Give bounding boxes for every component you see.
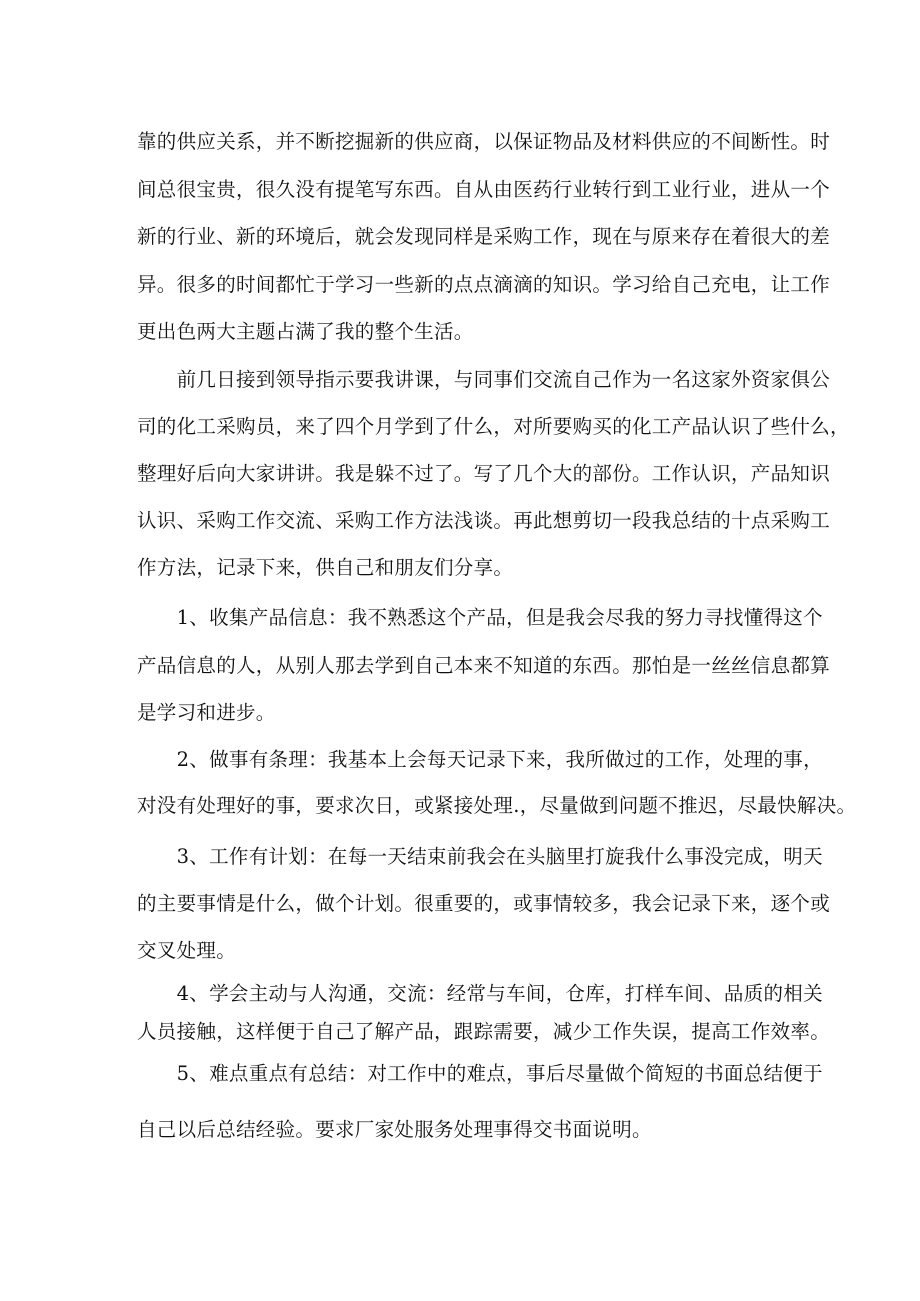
text-line: 认识、采购工作交流、采购工作方法浅谈。再此想剪切一段我总结的十点采购工 xyxy=(137,509,831,532)
text-line: 产品信息的人，从别人那去学到自己本来不知道的东西。那怕是一丝丝信息都算 xyxy=(137,653,831,677)
paragraph-method-1 xyxy=(137,594,831,737)
text-line: 对没有处理好的事，要求次日，或紧接处理.，尽量做到问题不推迟，尽最快解决。 xyxy=(137,794,857,817)
text-line: 3、工作有计划：在每一天结束前我会在头脑里打旋我什么事没完成，明天 xyxy=(137,845,823,868)
text-line: 靠的供应关系，并不断挖掘新的供应商，以保证物品及材料供应的不间断性。时 xyxy=(137,130,831,153)
text-line: 1、收集产品信息：我不熟悉这个产品，但是我会尽我的努力寻找懂得这个 xyxy=(137,606,823,629)
text-line: 的主要事情是什么，做个计划。很重要的，或事情较多，我会记录下来，逐个或 xyxy=(137,892,831,915)
paragraph-method-2 xyxy=(137,737,857,829)
text-line: 间总很宝贵，很久没有提笔写东西。自从由医药行业转行到工业行业，进从一个 xyxy=(137,177,831,201)
paragraph-method-4 xyxy=(137,975,831,1051)
text-line: 自己以后总结经验。要求厂家处服务处理事得交书面说明。 xyxy=(137,1118,652,1141)
text-line: 更出色两大主题占满了我的整个生活。 xyxy=(137,320,474,343)
text-line: 4、学会主动与人沟通，交流：经常与车间，仓库，打样车间、品质的相关 xyxy=(137,982,823,1005)
paragraph-method-3 xyxy=(137,833,831,974)
text-line: 人员接触，这样便于自己了解产品，跟踪需要，减少工作失误，提高工作效率。 xyxy=(137,1020,831,1043)
text-line: 异。很多的时间都忙于学习一些新的点点滴滴的知识。学习给自己充电，让工作 xyxy=(137,272,831,296)
text-line: 作方法，记录下来，供自己和朋友们分享。 xyxy=(137,556,514,579)
text-line: 交叉处理。 xyxy=(137,939,237,962)
text-line: 是学习和进步。 xyxy=(137,701,276,724)
text-line: 前几日接到领导指示要我讲课，与同事们交流自己作为一名这家外资家俱公 xyxy=(137,368,831,391)
text-line: 2、做事有条理：我基本上会每天记录下来，我所做过的工作，处理的事， xyxy=(137,748,823,771)
paragraph-supply-relations xyxy=(137,118,831,356)
paragraph-lecture-intro xyxy=(137,356,850,591)
text-line: 司的化工采购员，来了四个月学到了什么，对所要购买的化工产品认识了些什么， xyxy=(137,415,850,438)
paragraph-method-5 xyxy=(137,1046,823,1158)
text-line: 5、难点重点有总结：对工作中的难点，事后尽量做个简短的书面总结便于 xyxy=(137,1062,823,1085)
text-line: 新的行业、新的环境后，就会发现同样是采购工作，现在与原来存在着很大的差 xyxy=(137,225,831,248)
text-line: 整理好后向大家讲讲。我是躲不过了。写了几个大的部份。工作认识，产品知识 xyxy=(137,462,831,485)
